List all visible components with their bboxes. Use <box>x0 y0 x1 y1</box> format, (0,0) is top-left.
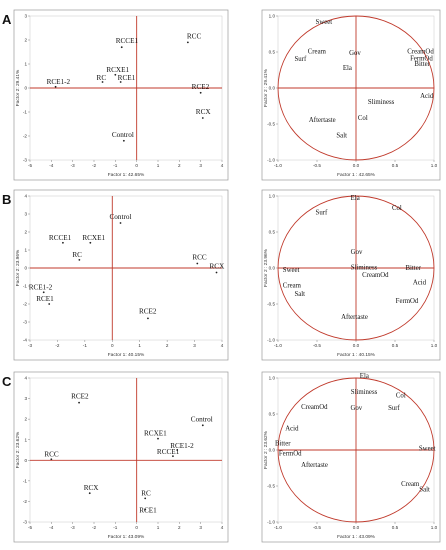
x-tick-label: 0.0 <box>352 163 360 168</box>
y-tick-label: -3 <box>22 319 27 325</box>
point-label: Salt <box>336 132 347 140</box>
x-tick-label: 0 <box>135 525 138 530</box>
point-label: Acid <box>420 93 434 101</box>
y-axis-label: Factor 2: 23.96% <box>16 249 21 287</box>
x-tick-label: -1.0 <box>274 163 282 168</box>
point-label: Cream <box>401 481 420 488</box>
y-tick-label: -2 <box>22 133 27 139</box>
y-tick-label: -1.0 <box>267 519 275 525</box>
y-tick-label: 0 <box>24 265 27 271</box>
x-tick-label: -5 <box>27 525 33 530</box>
x-axis-label: Factor 1 : 40.15% <box>337 353 375 358</box>
y-tick-label: -1 <box>22 109 27 115</box>
y-tick-label: -1.0 <box>267 157 275 163</box>
point-label: RCC <box>186 32 202 41</box>
data-point <box>196 263 198 265</box>
y-tick-label: 3 <box>24 396 27 402</box>
data-point <box>78 259 80 261</box>
point-label: Bitter <box>405 264 421 272</box>
data-point <box>216 272 218 274</box>
y-tick-label: -0.5 <box>267 301 275 307</box>
point-label: RCE2 <box>71 392 89 401</box>
point-label: Gov <box>350 404 363 412</box>
y-axis-label: Factor 2 : 29.41% <box>264 69 269 107</box>
point-label: RCCE1 <box>115 37 139 46</box>
point-label: RCCE1 <box>156 448 180 457</box>
plot-b-loadings <box>262 190 440 360</box>
point-label: RC <box>96 74 107 82</box>
point-label: Sliminess <box>350 389 378 396</box>
point-label: RCE1 <box>117 74 136 82</box>
point-label: Surf <box>294 56 307 64</box>
point-label: Col <box>357 114 368 122</box>
y-tick-label: 2 <box>24 229 27 235</box>
point-label: Sweet <box>315 19 333 27</box>
x-tick-label: 3 <box>199 525 202 530</box>
point-label: Ela <box>350 195 360 203</box>
x-tick-label: 4 <box>220 343 224 348</box>
y-tick-label: -2 <box>22 301 27 307</box>
data-point <box>121 46 123 48</box>
x-tick-label: 3 <box>193 343 196 348</box>
point-label: Acid <box>412 279 427 287</box>
point-label: FermOd <box>395 297 419 305</box>
x-tick-label: 1 <box>138 343 141 348</box>
x-axis-label: Factor 1 : 42.65% <box>337 173 375 178</box>
plot-frame <box>262 10 440 180</box>
data-point <box>48 303 50 305</box>
point-label: RCE1-2 <box>46 77 71 86</box>
y-tick-label: 1 <box>24 437 27 443</box>
y-tick-label: 4 <box>24 375 27 381</box>
point-label: RCC <box>192 253 207 262</box>
y-axis-label: Factor 2 : 23.96% <box>264 249 269 287</box>
point-label: Cream <box>282 282 301 290</box>
y-tick-label: -2 <box>22 499 27 505</box>
x-tick-label: 2 <box>178 163 181 168</box>
x-tick-label: 0 <box>111 343 114 348</box>
point-label: Sliminess <box>367 99 395 106</box>
y-tick-label: -3 <box>22 157 27 163</box>
x-axis-label: Factor 1: 43.09% <box>107 535 145 540</box>
y-tick-label: 0.5 <box>268 49 275 55</box>
point-label: Ela <box>359 373 369 381</box>
x-tick-label: 0 <box>135 163 138 168</box>
data-point <box>89 492 91 494</box>
x-tick-label: 0.5 <box>391 525 399 530</box>
x-tick-label: -0.5 <box>313 525 321 530</box>
data-point <box>202 424 204 426</box>
x-tick-label: 1.0 <box>430 343 438 348</box>
point-label: RCX <box>209 262 225 271</box>
y-tick-label: 2 <box>24 37 27 43</box>
point-label: Control <box>111 130 134 139</box>
y-tick-label: 0.5 <box>268 411 275 417</box>
point-label: Cream <box>307 48 326 56</box>
point-label: Sweet <box>418 445 436 453</box>
point-label: RCE1-2 <box>170 442 194 450</box>
y-tick-label: 0 <box>24 85 27 91</box>
x-tick-label: -1 <box>113 163 118 168</box>
x-tick-label: -3 <box>70 525 75 530</box>
point-label: Bitter <box>275 440 291 448</box>
y-axis-label: Factor 2: 23.62% <box>16 431 21 469</box>
point-label: RCE2 <box>191 82 210 91</box>
point-label: Aftertaste <box>301 461 328 469</box>
point-label: Col <box>395 392 406 400</box>
x-tick-label: 2 <box>178 525 181 530</box>
point-label: Aftertaste <box>308 117 336 124</box>
point-label: RCXE1 <box>82 233 106 242</box>
x-tick-label: -2 <box>91 163 97 168</box>
point-label: RCXE1 <box>144 429 167 438</box>
y-tick-label: 0.0 <box>268 265 275 271</box>
x-tick-label: -5 <box>27 163 33 168</box>
plot-b-scores <box>14 190 228 360</box>
x-axis-label: Factor 1 : 43.09% <box>337 535 375 540</box>
x-tick-label: -1 <box>82 343 87 348</box>
data-point <box>50 458 52 460</box>
x-tick-label: -2 <box>55 343 60 348</box>
data-point <box>78 402 80 404</box>
y-tick-label: 4 <box>24 193 27 199</box>
point-label: Aftertaste <box>341 313 368 321</box>
y-tick-label: 0 <box>24 457 27 463</box>
plot-a-scores <box>14 10 228 180</box>
point-label: RC <box>72 250 82 259</box>
y-tick-label: 2 <box>24 416 27 422</box>
point-label: CreamOd <box>362 272 389 280</box>
data-point <box>144 497 146 499</box>
x-tick-label: 4 <box>220 525 224 530</box>
data-point <box>55 86 57 88</box>
x-tick-label: 1.0 <box>430 163 438 168</box>
x-tick-label: 3 <box>199 163 202 168</box>
point-label: RCE2 <box>138 307 157 316</box>
data-point <box>200 92 202 94</box>
data-point <box>120 222 122 224</box>
x-tick-label: -0.5 <box>313 343 321 348</box>
y-tick-label: -4 <box>22 337 27 343</box>
point-label: RCX <box>83 484 99 493</box>
x-tick-label: -3 <box>27 343 33 348</box>
y-axis-label: Factor 2 : 23.62% <box>264 431 269 469</box>
panel-letter: C <box>2 374 12 389</box>
y-tick-label: -0.5 <box>267 121 275 127</box>
point-label: Control <box>190 415 213 424</box>
x-tick-label: 0.5 <box>391 163 399 168</box>
x-tick-label: -4 <box>49 163 54 168</box>
point-label: Surf <box>315 209 328 217</box>
point-label: CreamOd <box>407 48 434 56</box>
point-label: Sliminess <box>350 264 378 272</box>
x-tick-label: 0.0 <box>352 525 360 530</box>
x-tick-label: 1 <box>156 163 160 168</box>
x-tick-label: 2 <box>165 343 169 348</box>
x-tick-label: 1.0 <box>430 525 438 530</box>
data-point <box>157 438 159 440</box>
y-tick-label: -1.0 <box>267 337 275 343</box>
point-label: FermOd <box>278 450 302 458</box>
point-label: CreamOd <box>301 403 328 411</box>
point-label: Control <box>109 213 132 221</box>
x-tick-label: 0.5 <box>391 343 399 348</box>
point-label: RCE1-2 <box>28 283 53 292</box>
x-axis-label: Factor 1: 42.65% <box>107 173 145 178</box>
plot-c-loadings <box>262 372 440 542</box>
point-label: Acid <box>285 425 299 433</box>
y-tick-label: 1.0 <box>268 13 275 19</box>
data-point <box>43 291 45 293</box>
x-axis-label: Factor 1: 40.15% <box>107 353 145 358</box>
x-tick-label: -1.0 <box>274 525 282 530</box>
point-label: RCE1 <box>36 295 54 303</box>
point-label: RCC <box>44 450 59 459</box>
y-tick-label: -3 <box>22 519 27 525</box>
point-label: Gov <box>349 50 361 58</box>
y-tick-label: -1 <box>22 283 27 289</box>
y-tick-label: 1.0 <box>268 375 275 381</box>
y-axis-label: Factor 2: 29.41% <box>16 69 21 107</box>
x-tick-label: -2 <box>91 525 97 530</box>
point-label: Gov <box>350 248 363 256</box>
x-tick-label: 1 <box>156 525 160 530</box>
data-point <box>62 242 64 244</box>
point-label: Ela <box>342 64 352 72</box>
data-point <box>202 117 204 119</box>
data-point <box>114 74 116 76</box>
point-label: Sweet <box>282 267 300 275</box>
point-label: Salt <box>294 291 306 299</box>
point-label: Col <box>392 204 402 212</box>
panel-letter: A <box>2 12 12 27</box>
y-tick-label: 1 <box>24 247 27 253</box>
point-label: RCCE1 <box>48 233 72 242</box>
y-tick-label: 0.0 <box>268 85 275 91</box>
point-label: RCE1 <box>139 506 157 515</box>
y-tick-label: 0.0 <box>268 447 275 453</box>
y-tick-label: 1.0 <box>268 193 275 199</box>
data-point <box>187 42 189 44</box>
point-label: RCXE1 <box>106 65 130 74</box>
plot-c-scores <box>14 372 228 542</box>
y-tick-label: 3 <box>24 211 27 217</box>
y-tick-label: 1 <box>24 61 27 67</box>
y-tick-label: 0.5 <box>268 229 275 235</box>
point-label: FermOd <box>410 55 433 63</box>
point-label: Bitter <box>414 60 430 68</box>
panel-letter: B <box>2 192 12 207</box>
x-tick-label: 0.0 <box>352 343 360 348</box>
x-tick-label: 4 <box>220 163 224 168</box>
y-tick-label: 3 <box>24 13 27 19</box>
x-tick-label: -1 <box>113 525 118 530</box>
y-tick-label: -0.5 <box>267 483 275 489</box>
x-tick-label: -3 <box>70 163 75 168</box>
point-label: RC <box>141 489 151 498</box>
data-point <box>123 140 125 142</box>
plot-a-loadings <box>262 10 440 180</box>
y-tick-label: -1 <box>22 478 27 484</box>
data-point <box>89 242 91 244</box>
x-tick-label: -1.0 <box>274 343 282 348</box>
x-tick-label: -4 <box>49 525 54 530</box>
plot-frame <box>262 190 440 360</box>
x-tick-label: -0.5 <box>313 163 321 168</box>
data-point <box>147 318 149 320</box>
point-label: RCX <box>195 108 211 116</box>
point-label: Surf <box>388 405 400 413</box>
point-label: Salt <box>419 486 430 494</box>
